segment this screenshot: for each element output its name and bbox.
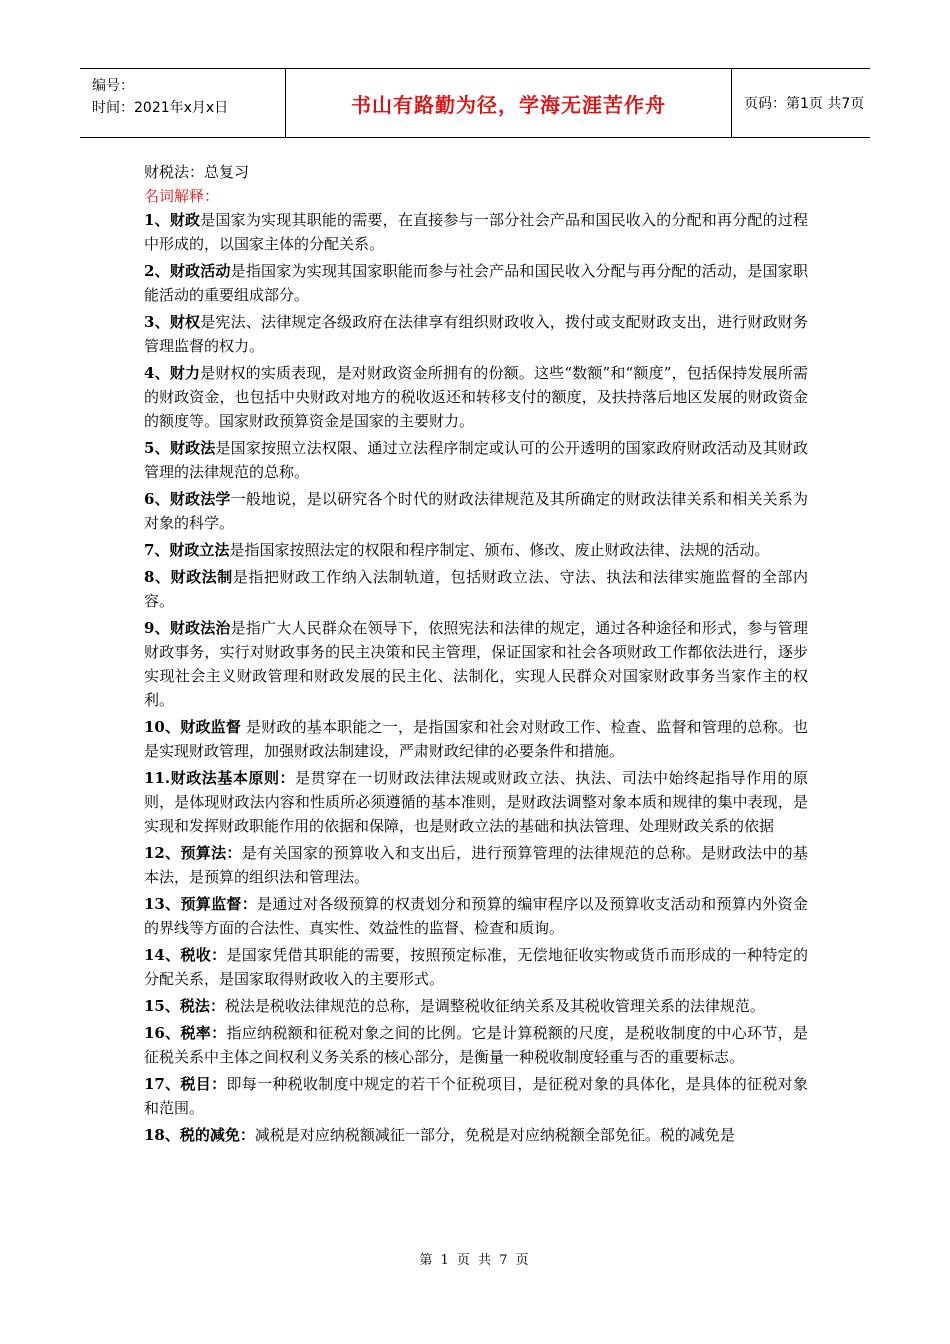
section-heading: 名词解释：	[144, 187, 220, 205]
entry-term: 12、预算法：	[144, 844, 242, 862]
entry-term: 4、财力	[144, 364, 201, 382]
entry-term: 7、财政立法	[144, 541, 230, 559]
entry-text: 是有关国家的预算收入和支出后，进行预算管理的法律规范的总称。是财政法中的基本法，是预算的组织法和管理法。	[144, 844, 808, 886]
document-body	[144, 160, 808, 1150]
header-meta	[80, 69, 286, 137]
entry-text: 税法是税收法律规范的总称，是调整税收征纳关系及其税收管理关系的法律规范。	[224, 997, 765, 1015]
entry-text: 是指国家为实现其国家职能而参与社会产品和国民收入分配与再分配的活动，是国家职能活动的重要组成部分。	[144, 262, 808, 304]
entry-term: 13、预算监督：	[144, 895, 258, 913]
list-item	[144, 1072, 808, 1120]
list-item	[144, 766, 808, 838]
list-item	[144, 565, 808, 613]
list-item	[144, 538, 808, 562]
list-item	[144, 310, 808, 358]
list-item	[144, 841, 808, 889]
entry-term: 17、税目：	[144, 1075, 227, 1093]
entry-text: 减税是对应纳税额减征一部分，免税是对应纳税额全部免征。税的减免是	[254, 1126, 735, 1144]
entry-text: 一般地说，是以研究各个时代的财政法律规范及其所确定的财政法律关系和相关关系为对象的科学。	[144, 490, 808, 532]
entry-term: 9、财政法治	[144, 619, 231, 637]
entry-term: 2、财政活动	[144, 262, 231, 280]
entry-text: 是指把财政工作纳入法制轨道，包括财政立法、守法、执法和法律实施监督的全部内容。	[144, 568, 808, 610]
page-header	[80, 68, 870, 138]
header-motto: 书山有路勤为径，学海无涯苦作舟	[286, 69, 732, 137]
doc-date-label: 时间：2021年x月x日	[92, 100, 229, 116]
entry-term: 10、财政监督	[144, 718, 242, 736]
entry-term: 14、税收：	[144, 946, 227, 964]
list-item	[144, 436, 808, 484]
entry-text: 是宪法、法律规定各级政府在法律享有组织财政收入，拨付或支配财政支出，进行财政财务管理监督的权力。	[144, 313, 808, 355]
entry-text: 是指国家按照法定的权限和程序制定、颁布、修改、废止财政法律、法规的活动。	[229, 541, 770, 559]
entry-text: 是财政的基本职能之一，是指国家和社会对财政工作、检查、监督和管理的总称。也是实现财政管理，加强财政法制建设，严肃财政纪律的必要条件和措施。	[144, 718, 808, 760]
entry-text: 是国家为实现其职能的需要，在直接参与一部分社会产品和国民收入的分配和再分配的过程中形成的，以国家主体的分配关系。	[144, 211, 808, 253]
list-item	[144, 1123, 808, 1147]
header-page-label: 页码：第1页 共7页	[744, 96, 865, 112]
list-item	[144, 994, 808, 1018]
entry-list	[144, 208, 808, 1147]
list-item	[144, 715, 808, 763]
entry-term: 5、财政法	[144, 439, 216, 457]
list-item	[144, 943, 808, 991]
entry-term: 6、财政法学	[144, 490, 231, 508]
entry-text: 指应纳税额和征税对象之间的比例。它是计算税额的尺度，是税收制度的中心环节，是征税关系中主体之间权利义务关系的核心部分，是衡量一种税收制度轻重与否的重要标志。	[144, 1024, 808, 1066]
entry-term: 11.财政法基本原则：	[144, 769, 296, 787]
entry-text: 是国家凭借其职能的需要，按照预定标准，无偿地征收实物或货币而形成的一种特定的分配关系，是国家取得财政收入的主要形式。	[144, 946, 808, 988]
entry-text: 是国家按照立法权限、通过立法程序制定或认可的公开透明的国家政府财政活动及其财政管理的法律规范的总称。	[144, 439, 808, 481]
entry-text: 是指广大人民群众在领导下，依照宪法和法律的规定，通过各种途径和形式，参与管理财政事务，实行对财政事务的民主决策和民主管理，保证国家和社会各项财政工作都依法进行，逐步实现社会主义财政管理和财政发展的民主化、法制化，实现人民群众对国家财政事务当家作主的权利。	[144, 619, 808, 709]
list-item	[144, 892, 808, 940]
entry-text: 是通过对各级预算的权责划分和预算的编审程序以及预算收支活动和预算内外资金的界线等方面的合法性、真实性、效益性的监督、检查和质询。	[144, 895, 808, 937]
doc-title: 财税法：总复习	[144, 163, 250, 181]
list-item	[144, 487, 808, 535]
list-item	[144, 208, 808, 256]
entry-text: 是贯穿在一切财政法律法规或财政立法、执法、司法中始终起指导作用的原则，是体现财政法内容和性质所必须遵循的基本准则，是财政法调整对象本质和规律的集中表现，是实现和发挥财政职能作用的依据和保障，也是财政立法的基础和执法管理、处理财政关系的依据	[144, 769, 808, 835]
list-item	[144, 361, 808, 433]
list-item	[144, 259, 808, 307]
doc-number-label: 编号：	[92, 78, 134, 94]
page-footer: 第 1 页 共 7 页	[419, 1253, 531, 1268]
list-item	[144, 616, 808, 712]
list-item	[144, 1021, 808, 1069]
entry-term: 18、税的减免：	[144, 1126, 255, 1144]
entry-term: 1、财政	[144, 211, 201, 229]
entry-term: 16、税率：	[144, 1024, 227, 1042]
entry-term: 3、财权	[144, 313, 201, 331]
entry-term: 15、税法：	[144, 997, 225, 1015]
entry-text: 即每一种税收制度中规定的若干个征税项目，是征税对象的具体化，是具体的征税对象和范围。	[144, 1075, 808, 1117]
entry-text: 是财权的实质表现，是对财政资金所拥有的份额。这些“数额”和“额度”，包括保持发展所需的财政资金，也包括中央财政对地方的税收返还和转移支付的额度，及扶持落后地区发展的财政资金的额度等。国家财政预算资金是国家的主要财力。	[144, 364, 808, 430]
entry-term: 8、财政法制	[144, 568, 233, 586]
